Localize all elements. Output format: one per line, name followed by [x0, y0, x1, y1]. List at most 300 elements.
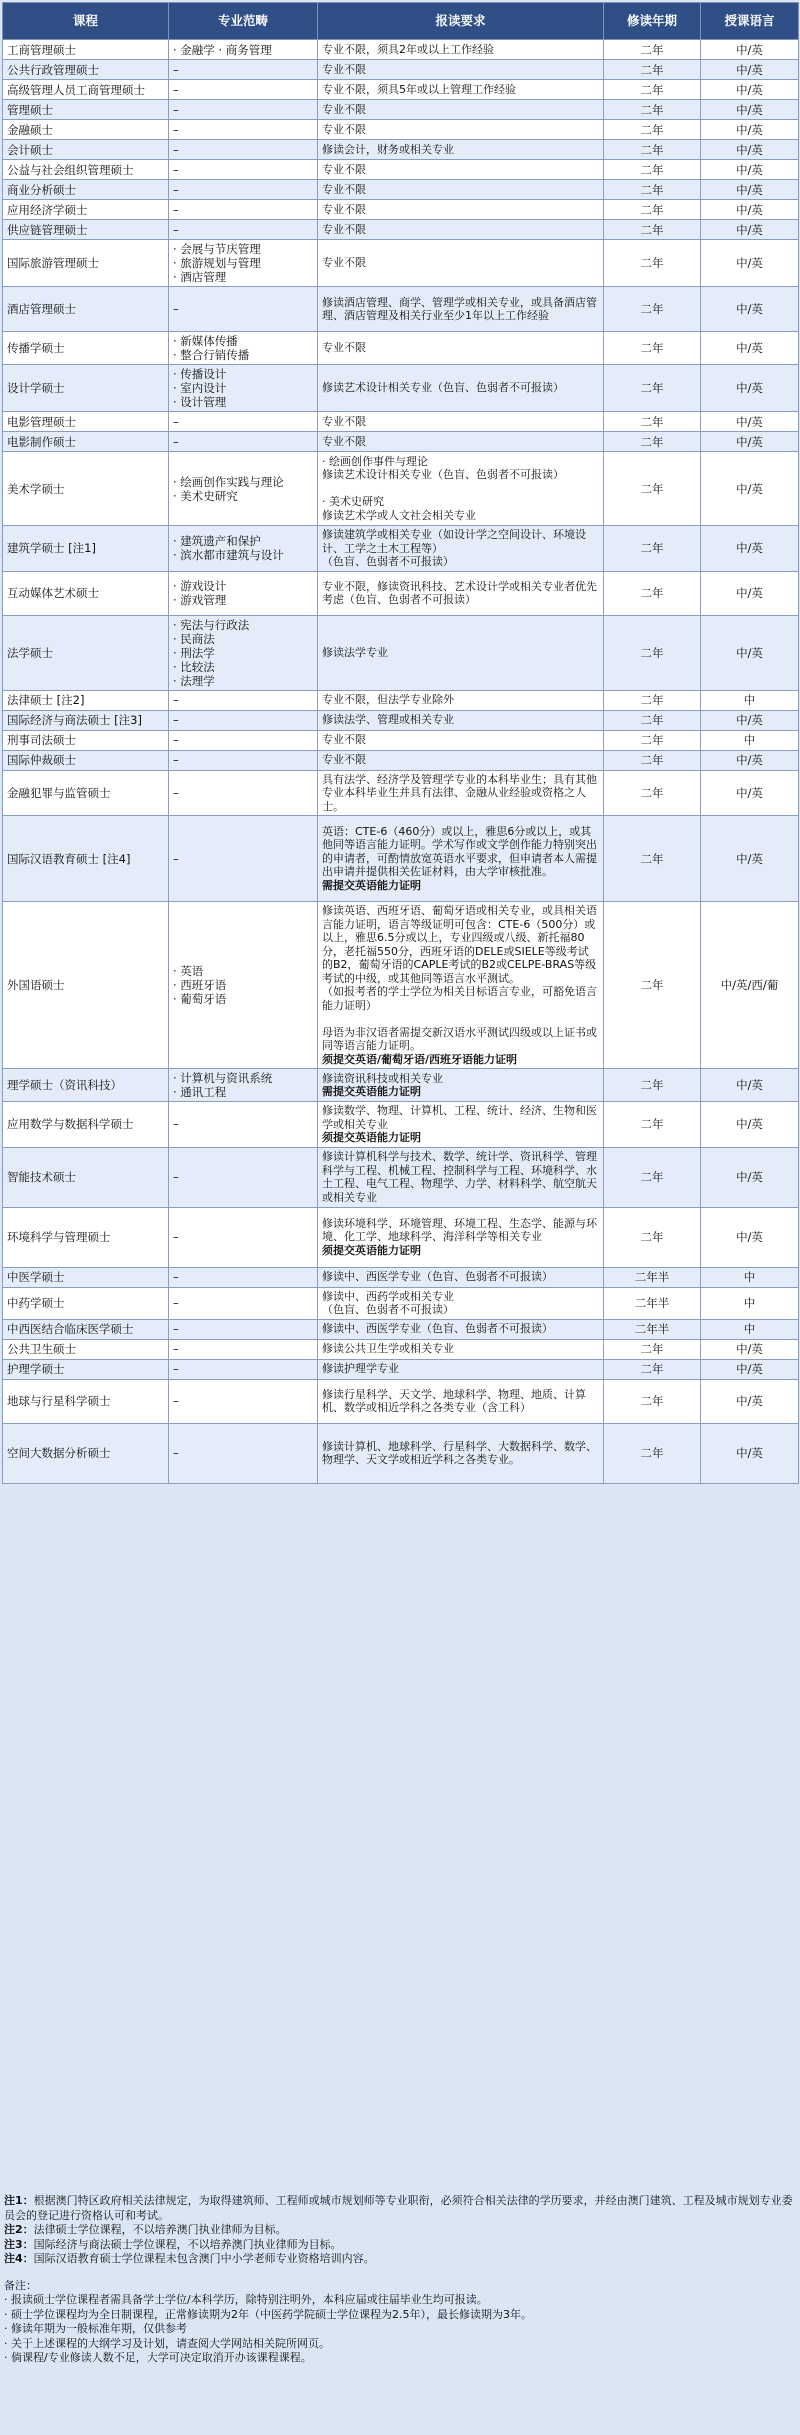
footnote-text: 国际经济与商法硕士学位课程，不以培养澳门执业律师为目标。	[33, 2237, 342, 2251]
requirements-cell-text: 专业不限，但法学专业除外	[322, 693, 454, 707]
language-cell-text: 中	[743, 1296, 756, 1310]
language-cell-text: 中/英	[736, 1117, 763, 1132]
remark-item: · 关于上述课程的大纲学习及计划，请查阅大学网站相关院所网页。	[4, 2336, 330, 2350]
requirements-cell-text: 具有法学、经济学及管理学专业的本科毕业生；具有其他专业本科毕业生并具有法律、金融从业经验或资格之人士。	[322, 772, 597, 813]
fields-cell	[169, 1267, 318, 1287]
footnote-label: 注1：	[4, 2194, 34, 2207]
requirement-proof-note: 须提交英语/葡萄牙语/西班牙语能力证明	[322, 1052, 518, 1066]
remark-item: · 修读年期为一般标准年期，仅供参考	[4, 2322, 187, 2335]
fields-cell-text: –	[173, 1270, 179, 1284]
requirements-cell	[318, 412, 604, 432]
duration-cell-text: 二年	[640, 753, 664, 767]
language-cell-text: 中/英	[736, 62, 763, 77]
language-cell	[701, 412, 799, 432]
table-row	[3, 140, 799, 160]
duration-cell	[604, 452, 701, 526]
language-cell	[701, 120, 799, 140]
duration-cell	[604, 365, 701, 412]
course-cell-text: 法律硕士 [注2]	[7, 693, 85, 707]
requirements-cell	[318, 432, 604, 452]
language-cell	[701, 80, 799, 100]
requirements-cell	[318, 80, 604, 100]
language-cell	[701, 902, 799, 1069]
duration-cell-text: 二年	[640, 851, 664, 866]
fields-cell	[169, 615, 318, 690]
footnote	[4, 2252, 794, 2267]
requirements-cell-text: 专业不限	[322, 434, 366, 448]
language-cell	[701, 1267, 799, 1287]
language-cell	[701, 1102, 799, 1148]
language-cell-text: 中	[743, 733, 756, 747]
requirement-proof-note: 须提交英语能力证明	[322, 1243, 421, 1257]
table-row	[3, 200, 799, 220]
duration-cell	[604, 120, 701, 140]
language-cell-text: 中/英	[736, 1342, 763, 1356]
language-cell	[701, 1069, 799, 1102]
requirements-cell	[318, 730, 604, 750]
language-cell	[701, 220, 799, 240]
language-cell	[701, 730, 799, 750]
requirements-cell	[318, 365, 604, 412]
duration-cell	[604, 160, 701, 180]
duration-cell	[604, 816, 701, 902]
remark-item: · 倘课程/专业修读人数不足，大学可决定取消开办该课程课程。	[4, 2351, 312, 2364]
duration-cell-text: 二年	[640, 1394, 664, 1408]
requirements-cell	[318, 571, 604, 615]
course-cell-text: 供应链管理硕士	[7, 222, 88, 237]
requirements-cell	[318, 1102, 604, 1148]
fields-cell	[169, 1359, 318, 1379]
language-cell	[701, 452, 799, 526]
language-cell	[701, 332, 799, 365]
course-cell-text: 商业分析硕士	[7, 182, 76, 197]
requirements-cell-text: 专业不限，须具5年或以上管理工作经验	[322, 82, 516, 96]
requirements-cell-text: 修读中、西医学专业（色盲、色弱者不可报读）	[322, 1322, 553, 1336]
fields-cell-text: –	[173, 785, 179, 800]
fields-cell	[169, 902, 318, 1069]
fields-cell	[169, 816, 318, 902]
language-cell-text: 中/英	[736, 645, 763, 660]
duration-cell-text: 二年	[640, 541, 664, 556]
language-cell-text: 中	[743, 1270, 756, 1284]
requirement-proof-note: 需提交英语能力证明	[322, 878, 421, 892]
fields-cell	[169, 40, 318, 60]
course-cell-text: 地球与行星科学硕士	[7, 1394, 111, 1408]
fields-cell	[169, 240, 318, 287]
fields-cell	[169, 1147, 318, 1207]
fields-cell	[169, 432, 318, 452]
table-row	[3, 770, 799, 816]
language-cell-text: 中/英	[736, 1394, 763, 1408]
course-cell-text: 高级管理人员工商管理硕士	[7, 82, 145, 97]
duration-cell-text: 二年	[640, 785, 664, 800]
fields-cell	[169, 220, 318, 240]
fields-cell-text: · 宪法与行政法 · 民商法 · 刑法学 · 比较法 · 法理学	[173, 617, 250, 688]
table-row	[3, 240, 799, 287]
duration-cell	[604, 1267, 701, 1287]
fields-cell-text: · 建筑遗产和保护 · 滨水都市建筑与设计	[173, 534, 284, 563]
requirements-cell	[318, 120, 604, 140]
requirements-cell-text: 修读公共卫生学或相关专业	[322, 1342, 454, 1356]
requirements-cell	[318, 180, 604, 200]
fields-cell-text: · 绘画创作实践与理论 · 美术史研究	[173, 474, 284, 503]
requirements-cell-text: 修读行星科学、天文学、地球科学、物理、地质、计算机、数学或相近学科之各类专业（含工科）	[322, 1387, 586, 1414]
duration-cell	[604, 1339, 701, 1359]
fields-cell-text: –	[173, 82, 179, 97]
course-cell	[3, 1319, 169, 1339]
fields-cell	[169, 1207, 318, 1267]
table-row	[3, 1102, 799, 1148]
language-cell-text: 中/英	[736, 202, 763, 217]
duration-cell	[604, 432, 701, 452]
fields-cell	[169, 1339, 318, 1359]
language-cell-text: 中/英	[736, 1446, 763, 1460]
requirements-cell	[318, 140, 604, 160]
course-cell	[3, 80, 169, 100]
language-cell	[701, 526, 799, 572]
fields-cell	[169, 160, 318, 180]
duration-cell-text: 二年	[640, 62, 664, 77]
requirements-cell	[318, 200, 604, 220]
language-cell-text: 中/英	[736, 586, 763, 600]
table-row	[3, 710, 799, 730]
language-cell	[701, 1379, 799, 1423]
table-row	[3, 1379, 799, 1423]
fields-cell	[169, 1319, 318, 1339]
course-cell-text: 国际旅游管理硕士	[7, 256, 99, 270]
course-cell	[3, 1069, 169, 1102]
requirements-cell-text: 专业不限	[322, 122, 366, 136]
fields-cell-text: –	[173, 1394, 179, 1408]
table-row	[3, 1147, 799, 1207]
table-header-row	[3, 3, 799, 40]
language-cell	[701, 240, 799, 287]
language-cell-text: 中/英	[736, 753, 763, 767]
table-row	[3, 816, 799, 902]
fields-cell-text: –	[173, 1170, 179, 1184]
fields-cell	[169, 1379, 318, 1423]
duration-cell	[604, 902, 701, 1069]
fields-cell-text: –	[173, 62, 179, 77]
duration-cell	[604, 412, 701, 432]
footnote	[4, 2238, 794, 2253]
course-cell	[3, 120, 169, 140]
language-cell	[701, 432, 799, 452]
duration-cell-text: 二年	[640, 142, 664, 157]
table-row	[3, 332, 799, 365]
footnote-text: 法律硕士学位课程，不以培养澳门执业律师为目标。	[33, 2223, 287, 2236]
language-cell-text: 中	[743, 1322, 756, 1336]
requirements-cell	[318, 1267, 604, 1287]
requirements-cell	[318, 710, 604, 730]
duration-cell-text: 二年	[640, 414, 664, 429]
fields-cell	[169, 100, 318, 120]
language-cell	[701, 200, 799, 220]
duration-cell-text: 二年	[640, 162, 664, 177]
course-cell-text: 智能技术硕士	[7, 1170, 76, 1184]
fields-cell	[169, 710, 318, 730]
table-row	[3, 40, 799, 60]
language-cell	[701, 770, 799, 816]
fields-cell	[169, 287, 318, 332]
language-cell-text: 中/英	[736, 481, 763, 496]
course-cell-text: 中医学硕士	[7, 1270, 65, 1284]
duration-cell-text: 二年	[640, 645, 664, 660]
course-cell-text: 应用经济学硕士	[7, 202, 88, 217]
course-cell	[3, 750, 169, 770]
fields-cell-text: –	[173, 434, 179, 449]
requirements-cell	[318, 220, 604, 240]
table-row	[3, 1423, 799, 1483]
fields-cell	[169, 730, 318, 750]
requirements-cell-text: 专业不限	[322, 102, 366, 116]
table-row	[3, 412, 799, 432]
course-cell	[3, 200, 169, 220]
table-row	[3, 60, 799, 80]
requirements-cell	[318, 1359, 604, 1379]
duration-cell-text: 二年	[640, 1078, 664, 1092]
duration-cell	[604, 770, 701, 816]
fields-cell	[169, 770, 318, 816]
fields-cell-text: –	[173, 733, 179, 747]
table-row	[3, 100, 799, 120]
requirements-cell-text: 专业不限	[322, 753, 366, 767]
language-cell	[701, 1147, 799, 1207]
duration-cell-text: 二年	[640, 1446, 664, 1460]
requirement-proof-note: 需提交英语能力证明	[322, 1085, 421, 1098]
requirement-proof-note: 须提交英语能力证明	[322, 1131, 421, 1144]
course-cell	[3, 220, 169, 240]
duration-cell-text: 二年	[640, 122, 664, 137]
language-cell-text: 中/英	[736, 381, 763, 395]
fields-cell-text: –	[173, 1296, 179, 1310]
footnote	[4, 2194, 794, 2223]
duration-cell-text: 二年	[640, 202, 664, 217]
table-row	[3, 1069, 799, 1102]
fields-cell-text: –	[173, 753, 179, 767]
requirements-cell-text: 专业不限	[322, 222, 366, 236]
table-row	[3, 1339, 799, 1359]
language-cell	[701, 690, 799, 710]
language-cell	[701, 60, 799, 80]
language-cell	[701, 160, 799, 180]
fields-cell-text: –	[173, 1117, 179, 1132]
duration-cell-text: 二年	[640, 256, 664, 270]
fields-cell-text: –	[173, 713, 179, 727]
requirements-cell	[318, 526, 604, 572]
duration-cell	[604, 750, 701, 770]
course-cell-text: 空间大数据分析硕士	[7, 1446, 111, 1460]
language-cell	[701, 1319, 799, 1339]
duration-cell	[604, 240, 701, 287]
course-cell-text: 环境科学与管理硕士	[7, 1230, 111, 1244]
fields-cell	[169, 750, 318, 770]
fields-cell	[169, 690, 318, 710]
duration-cell	[604, 1102, 701, 1148]
fields-cell-text: –	[173, 1362, 179, 1376]
language-cell-text: 中/英	[736, 434, 763, 449]
fields-cell-text: · 英语 · 西班牙语 · 葡萄牙语	[173, 964, 227, 1006]
course-cell-text: 公共卫生硕士	[7, 1342, 76, 1356]
duration-cell-text: 二年	[640, 1362, 664, 1376]
duration-cell-text: 二年	[640, 341, 664, 355]
fields-cell-text: –	[173, 102, 179, 117]
requirements-cell-text: 专业不限，须具2年或以上工作经验	[322, 42, 494, 56]
language-cell-text: 中/英	[736, 182, 763, 197]
duration-cell	[604, 100, 701, 120]
table-row	[3, 750, 799, 770]
course-cell-text: 应用数学与数据科学硕士	[7, 1117, 134, 1132]
language-cell	[701, 1207, 799, 1267]
fields-cell	[169, 412, 318, 432]
language-cell	[701, 140, 799, 160]
duration-cell-text: 二年	[640, 1117, 664, 1132]
fields-cell	[169, 60, 318, 80]
language-cell	[701, 1423, 799, 1483]
course-cell-text: 刑事司法硕士	[7, 733, 76, 747]
course-cell-text: 电影制作硕士	[7, 434, 76, 449]
fields-cell	[169, 526, 318, 572]
course-cell	[3, 100, 169, 120]
requirements-cell	[318, 1319, 604, 1339]
course-cell-text: 护理学硕士	[7, 1362, 65, 1376]
requirements-cell-text: 英语：CTE-6（460分）或以上，雅思6分或以上，或其他同等语言能力证明。学术写作或文学创作能力特别突出的申请者，可酌情放宽英语水平要求，但申请者本人需提出申请并提供相关佐证材料，由大学审核批准。	[322, 824, 597, 879]
fields-cell-text: –	[173, 142, 179, 157]
language-cell-text: 中/英	[736, 414, 763, 429]
course-cell	[3, 1147, 169, 1207]
header-duration: 修读年期	[604, 3, 701, 40]
course-cell-text: 传播学硕士	[7, 341, 65, 355]
fields-cell-text: –	[173, 851, 179, 866]
requirements-cell-text: 专业不限	[322, 62, 366, 76]
header-language: 授课语言	[701, 3, 799, 40]
table-row	[3, 571, 799, 615]
fields-cell-text: · 会展与节庆管理 · 旅游规划与管理 · 酒店管理	[173, 242, 261, 284]
duration-cell-text: 二年	[640, 102, 664, 117]
course-cell-text: 外国语硕士	[7, 978, 65, 992]
header-fields: 专业范畴	[169, 3, 318, 40]
duration-cell-text: 二年	[640, 434, 664, 449]
fields-cell-text: –	[173, 162, 179, 177]
duration-cell	[604, 1423, 701, 1483]
table-row	[3, 526, 799, 572]
course-cell	[3, 1267, 169, 1287]
fields-cell-text: · 游戏设计 · 游戏管理	[173, 579, 227, 607]
duration-cell	[604, 60, 701, 80]
duration-cell-text: 二年	[640, 1230, 664, 1244]
fields-cell-text: –	[173, 202, 179, 217]
course-cell-text: 金融犯罪与监管硕士	[7, 785, 111, 800]
language-cell-text: 中/英	[736, 1362, 763, 1376]
duration-cell-text: 二年	[640, 222, 664, 237]
duration-cell	[604, 1287, 701, 1319]
language-cell-text: 中/英	[736, 222, 763, 237]
course-cell	[3, 160, 169, 180]
table-row	[3, 1267, 799, 1287]
duration-cell	[604, 571, 701, 615]
fields-cell-text: –	[173, 414, 179, 429]
language-cell-text: 中/英	[736, 102, 763, 117]
requirements-cell	[318, 1423, 604, 1483]
fields-cell	[169, 180, 318, 200]
requirements-cell	[318, 160, 604, 180]
language-cell	[701, 100, 799, 120]
duration-cell-text: 二年半	[634, 1296, 670, 1310]
requirements-cell	[318, 452, 604, 526]
course-cell	[3, 332, 169, 365]
requirements-cell-text: · 绘画创作事件与理论 修读艺术设计相关专业（色盲、色弱者不可报读） · 美术史研究 修读艺术学或人文社会相关专业	[322, 454, 564, 522]
fields-cell-text: –	[173, 122, 179, 137]
duration-cell-text: 二年	[640, 42, 664, 57]
requirements-cell	[318, 287, 604, 332]
requirements-cell	[318, 240, 604, 287]
duration-cell	[604, 730, 701, 750]
course-cell-text: 设计学硕士	[7, 381, 65, 395]
course-cell	[3, 1359, 169, 1379]
requirements-cell	[318, 1287, 604, 1319]
course-cell	[3, 730, 169, 750]
language-cell	[701, 1339, 799, 1359]
language-cell	[701, 287, 799, 332]
language-cell	[701, 1287, 799, 1319]
duration-cell	[604, 180, 701, 200]
header-course: 课程	[3, 3, 169, 40]
fields-cell-text: –	[173, 1322, 179, 1336]
requirements-cell	[318, 770, 604, 816]
fields-cell-text: · 计算机与资讯系统 · 通讯工程	[173, 1071, 273, 1099]
course-cell	[3, 770, 169, 816]
remark-item: · 硕士学位课程均为全日制课程，正常修读期为2年（中医药学院硕士学位课程为2.5年），最长修读期为3年。	[4, 2307, 532, 2321]
table-row	[3, 1319, 799, 1339]
course-cell	[3, 690, 169, 710]
duration-cell	[604, 1379, 701, 1423]
table-row	[3, 615, 799, 690]
course-cell	[3, 60, 169, 80]
course-cell	[3, 287, 169, 332]
requirements-cell	[318, 1207, 604, 1267]
course-cell-text: 中药学硕士	[7, 1296, 65, 1310]
duration-cell-text: 二年	[640, 302, 664, 316]
requirements-cell	[318, 1069, 604, 1102]
course-cell	[3, 526, 169, 572]
language-cell-text: 中/英	[736, 341, 763, 355]
course-cell	[3, 412, 169, 432]
fields-cell	[169, 452, 318, 526]
course-cell	[3, 710, 169, 730]
requirements-cell	[318, 60, 604, 80]
language-cell-text: 中/英	[736, 541, 763, 556]
course-cell-text: 管理硕士	[7, 102, 53, 117]
course-cell	[3, 432, 169, 452]
language-cell	[701, 180, 799, 200]
requirements-cell-text: 修读法学、管理或相关专业	[322, 713, 454, 727]
requirements-cell	[318, 332, 604, 365]
course-cell-text: 互动媒体艺术硕士	[7, 586, 99, 600]
requirements-cell-text: 修读法学专业	[322, 645, 388, 659]
table-row	[3, 180, 799, 200]
requirements-cell-text: 修读建筑学或相关专业（如设计学之空间设计、环境设计、工学之土木工程等） （色盲、色弱者不可报读）	[322, 528, 586, 568]
requirements-cell	[318, 690, 604, 710]
requirements-cell	[318, 1339, 604, 1359]
requirements-cell-text: 修读计算机、地球科学、行星科学、大数据科学、数学、物理学、天文学或相近学科之各类专业。	[322, 1439, 597, 1466]
duration-cell	[604, 200, 701, 220]
language-cell	[701, 40, 799, 60]
table-row	[3, 1359, 799, 1379]
fields-cell-text: –	[173, 302, 179, 316]
course-cell	[3, 240, 169, 287]
footnote-label: 注2：	[4, 2223, 34, 2236]
duration-cell	[604, 80, 701, 100]
